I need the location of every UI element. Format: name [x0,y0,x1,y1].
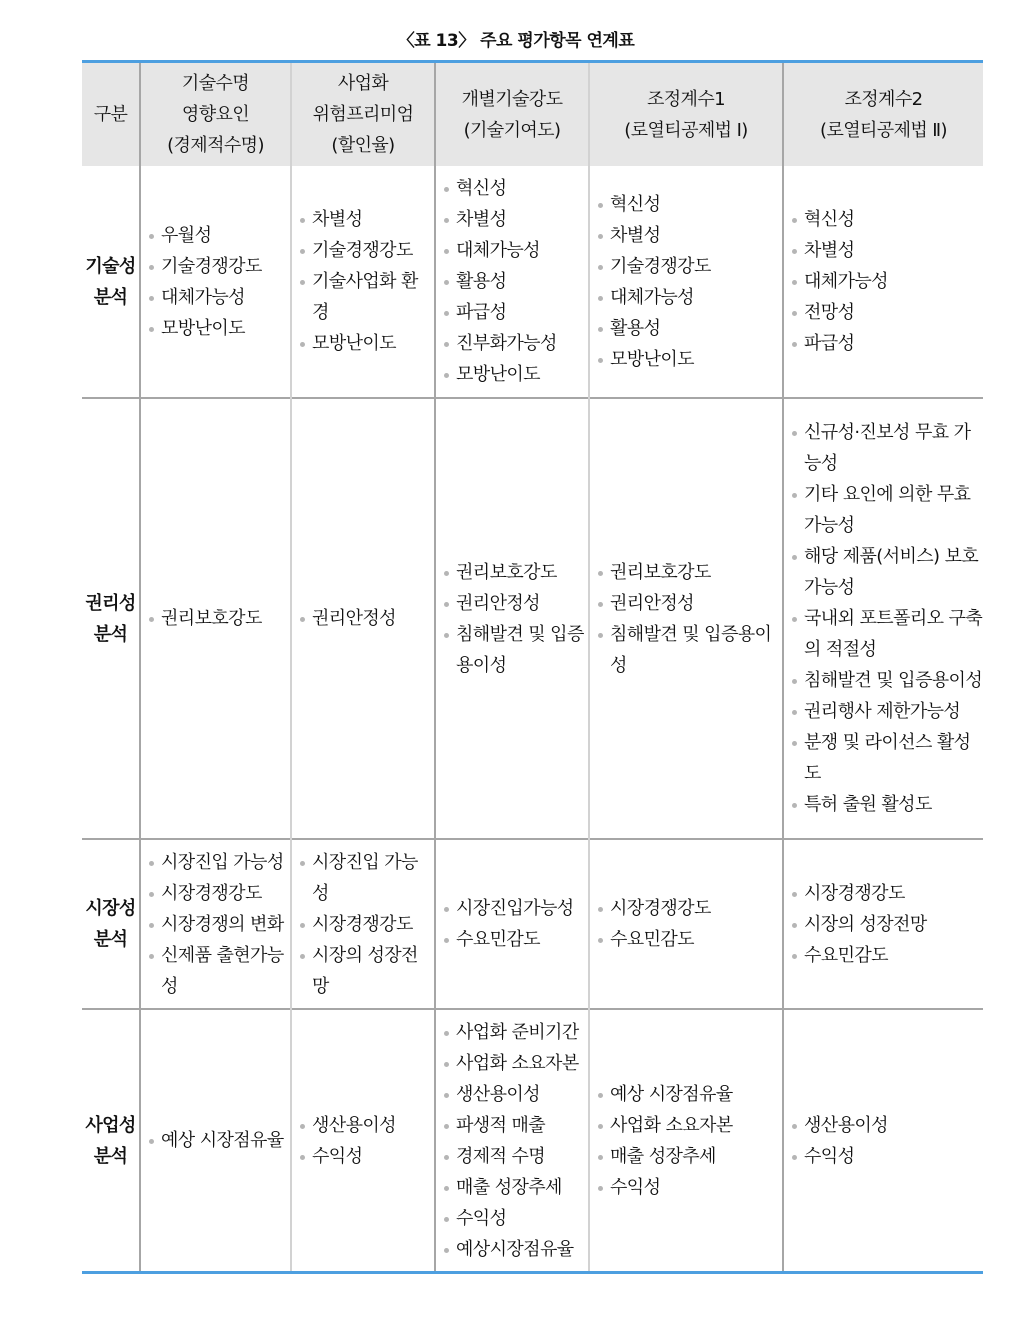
row-category [82,166,140,398]
table-caption: 〈표 13〉 주요 평가항목 연계표 [397,31,635,51]
list-item: 침해발견 및 입증용이성 [442,619,588,681]
list-item: 수요민감도 [442,924,588,955]
list-item: 권리보호강도 [147,603,290,634]
list-item: 기술경쟁강도 [596,251,782,282]
evaluation-items-table [82,60,983,1274]
bullet-list [442,1017,588,1265]
bullet-list [147,847,290,1002]
list-item: 시장경쟁의 변화 [147,909,290,940]
list-item: 생산용이성 [442,1079,588,1110]
list-item: 시장진입가능성 [442,893,588,924]
list-item: 전망성 [790,297,983,328]
list-item: 생산용이성 [298,1110,434,1141]
header-adjustment-factor-2 [783,62,983,167]
list-item: 수익성 [442,1203,588,1234]
list-item: 모방난이도 [596,344,782,375]
table-cell [140,166,291,398]
list-item: 기술경쟁강도 [147,251,290,282]
header-commercialization-risk-premium [291,62,435,167]
list-item: 기타 요인에 의한 무효 가능성 [790,479,983,541]
bullet-list [596,893,782,955]
list-item: 생산용이성 [790,1110,983,1141]
bullet-list [147,220,290,344]
table-cell [140,1009,291,1273]
header-line: 조정계수2 [844,88,923,110]
bullet-list [298,847,434,1002]
bullet-list [442,557,588,681]
list-item: 권리보호강도 [442,557,588,588]
list-item: 시장경쟁강도 [790,878,983,909]
header-line: (경제적수명) [167,135,264,156]
category-line: 사업성 [85,1114,136,1136]
list-item: 분쟁 및 라이선스 활성도 [790,727,983,789]
category-line: 권리성 [85,592,136,614]
table-cell [589,1009,783,1273]
table-cell [140,839,291,1009]
list-item: 차별성 [442,204,588,235]
table-cell [435,166,589,398]
list-item: 기술사업화 환경 [298,266,434,328]
list-item: 예상 시장점유율 [147,1125,290,1156]
list-item: 대체가능성 [442,235,588,266]
header-line: 기술수명 [181,73,250,94]
table-body [82,166,983,1273]
bullet-list [442,173,588,390]
row-rights [82,398,983,839]
header-row [82,62,983,167]
header-line: (기술기여도) [463,119,561,141]
list-item: 예상시장점유율 [442,1234,588,1265]
header-line: 사업화 [337,73,389,94]
header-individual-tech-strength [435,62,589,167]
header-adjustment-factor-1 [589,62,783,167]
bullet-list [596,189,782,375]
table-cell [291,839,435,1009]
category-line: 기술성 [85,255,136,277]
list-item: 시장진입 가능성 [298,847,434,909]
list-item: 우월성 [147,220,290,251]
list-item: 사업화 준비기간 [442,1017,588,1048]
bullet-list [790,878,983,971]
header-line: 구분 [93,104,128,125]
list-item: 모방난이도 [298,328,434,359]
table-cell [783,398,983,839]
bullet-list [790,204,983,359]
list-item: 경제적 수명 [442,1141,588,1172]
list-item: 국내외 포트폴리오 구축의 적절성 [790,603,983,665]
list-item: 수익성 [298,1141,434,1172]
table-cell [435,398,589,839]
list-item: 차별성 [298,204,434,235]
bullet-list [298,204,434,359]
list-item: 대체가능성 [790,266,983,297]
list-item: 수요민감도 [596,924,782,955]
list-item: 권리안정성 [442,588,588,619]
list-item: 모방난이도 [442,359,588,390]
table-cell [783,1009,983,1273]
header-tech-life-factors [140,62,291,167]
header-line: 개별기술강도 [461,88,563,110]
table-cell [291,166,435,398]
list-item: 해당 제품(서비스) 보호 가능성 [790,541,983,603]
list-item: 권리보호강도 [596,557,782,588]
list-item: 침해발견 및 입증용이성 [790,665,983,696]
list-item: 시장의 성장전망 [298,940,434,1002]
row-category [82,1009,140,1273]
bullet-list [442,893,588,955]
list-item: 매출 성장추세 [596,1141,782,1172]
header-category [82,62,140,167]
list-item: 권리안정성 [596,588,782,619]
table-cell [783,166,983,398]
bullet-list [790,417,983,820]
table-cell [589,839,783,1009]
list-item: 대체가능성 [596,282,782,313]
bullet-list [298,1110,434,1172]
list-item: 특허 출원 활성도 [790,789,983,820]
list-item: 신규성·진보성 무효 가능성 [790,417,983,479]
list-item: 차별성 [790,235,983,266]
bullet-list [147,603,290,634]
row-category [82,839,140,1009]
list-item: 사업화 소요자본 [442,1048,588,1079]
header-line: 조정계수1 [646,88,725,110]
bullet-list [596,1079,782,1203]
list-item: 예상 시장점유율 [596,1079,782,1110]
category-line: 분석 [93,929,128,950]
list-item: 수익성 [790,1141,983,1172]
category-line: 분석 [93,286,128,308]
row-business [82,1009,983,1273]
list-item: 활용성 [596,313,782,344]
header-line: 영향요인 [181,104,250,125]
list-item: 침해발견 및 입증용이성 [596,619,782,681]
table-cell [589,166,783,398]
category-line: 분석 [93,1145,128,1167]
bullet-list [298,603,434,634]
list-item: 기술경쟁강도 [298,235,434,266]
list-item: 파생적 매출 [442,1110,588,1141]
header-line: (로열티공제법 Ⅱ) [820,119,947,141]
table-cell [291,1009,435,1273]
table-cell [783,839,983,1009]
header-line: (로열티공제법 Ⅰ) [624,119,748,141]
list-item: 진부화가능성 [442,328,588,359]
list-item: 시장경쟁강도 [298,909,434,940]
list-item: 혁신성 [442,173,588,204]
table-cell [140,398,291,839]
list-item: 모방난이도 [147,313,290,344]
list-item: 사업화 소요자본 [596,1110,782,1141]
table-cell [435,839,589,1009]
list-item: 권리안정성 [298,603,434,634]
list-item: 파급성 [442,297,588,328]
list-item: 시장경쟁강도 [596,893,782,924]
list-item: 파급성 [790,328,983,359]
table-cell [291,398,435,839]
list-item: 신제품 출현가능성 [147,940,290,1002]
list-item: 활용성 [442,266,588,297]
row-market [82,839,983,1009]
list-item: 대체가능성 [147,282,290,313]
list-item: 혁신성 [596,189,782,220]
bullet-list [147,1125,290,1156]
list-item: 차별성 [596,220,782,251]
bullet-list [596,557,782,681]
table-cell [589,398,783,839]
category-line: 시장성 [85,898,136,919]
list-item: 권리행사 제한가능성 [790,696,983,727]
list-item: 시장의 성장전망 [790,909,983,940]
list-item: 수익성 [596,1172,782,1203]
list-item: 혁신성 [790,204,983,235]
list-item: 수요민감도 [790,940,983,971]
header-line: 위험프리미엄 [312,104,414,125]
category-line: 분석 [93,623,128,645]
row-technology [82,166,983,398]
header-line: (할인율) [331,135,395,156]
list-item: 시장진입 가능성 [147,847,290,878]
row-category [82,398,140,839]
list-item: 매출 성장추세 [442,1172,588,1203]
table-cell [435,1009,589,1273]
list-item: 시장경쟁강도 [147,878,290,909]
bullet-list [790,1110,983,1172]
